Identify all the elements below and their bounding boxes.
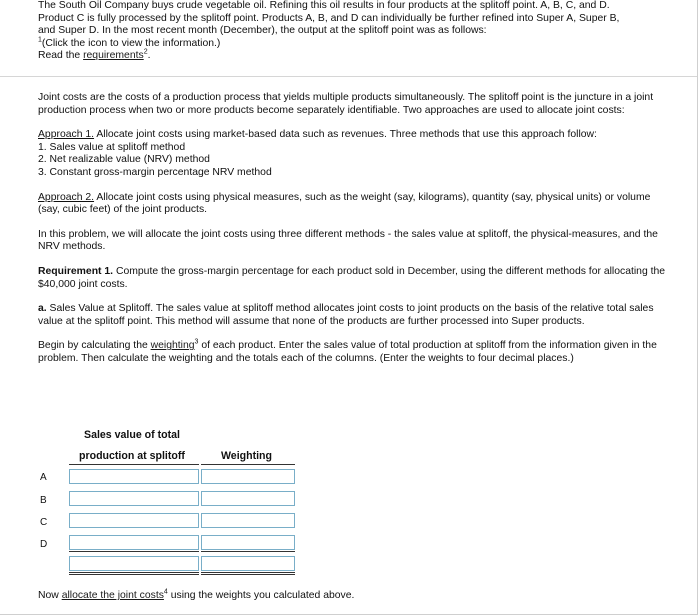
joint-costs-paragraph: Joint costs are the costs of a production process that yields multiple products simultaneously. The splitoff point is the juncture in a joint production process when two or more products become separately identifiable. Two approaches are used to allocate joint costs: [38, 92, 654, 116]
requirement-1-text: Compute the gross-margin percentage for each product sold in December, using the different methods for allocating the $40,000 joint costs. [38, 265, 666, 290]
col-weighting-header: Weighting [221, 450, 272, 462]
total-double-rule-sales [69, 572, 199, 575]
intro-line-2: Product C is fully processed by the splitoff point. Products A, B, and D can individually be further refined into Super A, Super B, [38, 12, 620, 24]
sales-value-input-d[interactable] [69, 535, 199, 550]
total-sales-input[interactable] [69, 556, 199, 571]
header-rule-sales [69, 464, 199, 465]
approach-1-label: Approach 1. [38, 129, 95, 141]
read-suffix: . [147, 50, 151, 62]
methods-list [38, 142, 666, 180]
intro-line-3: and Super D. In the most recent month (December), the output at the splitoff point was as follows: [38, 25, 487, 37]
weighting-input-c[interactable] [201, 513, 295, 528]
weighting-input-b[interactable] [201, 491, 295, 506]
approach-2-label: Approach 2. [38, 191, 95, 203]
col-sales-header-line-2: production at splitoff [79, 450, 185, 462]
weighting-link[interactable]: weighting [150, 340, 195, 352]
subtotal-rule-sales [69, 551, 199, 552]
row-label-d: D [40, 539, 48, 550]
part-a-text: Sales Value at Splitoff. The sales value at splitoff method allocates joint costs to joint products on the basis of the relative total sales value at the splitoff point. This method will assume that none of the products are further processed into Super products. [38, 303, 654, 327]
part-a-paragraph [38, 303, 666, 328]
weighting-sup: 3 [194, 338, 199, 346]
info-note-sup: 1 [38, 36, 42, 44]
requirements-link[interactable]: requirements [83, 50, 144, 62]
intro-line-1: The South Oil Company buys crude vegetable oil. Refining this oil results in four products at the splitoff point. A, B, C, and D. [38, 0, 610, 11]
explanation-section [38, 92, 666, 378]
section-divider [0, 76, 697, 77]
sales-value-input-c[interactable] [69, 513, 199, 528]
info-note-text: (Click the icon to view the information.) [41, 37, 221, 49]
allocate-joint-costs-link[interactable]: allocate the joint costs [61, 590, 164, 601]
total-double-rule-weighting [201, 572, 295, 575]
sales-value-input-b[interactable] [69, 491, 199, 506]
approach-2-text: Allocate joint costs using physical measures, such as the weight (say, kilograms), quantity (say, physical units) or volume (say, cubic feet) of the joint products. [38, 191, 651, 216]
col-sales-header-line-1: Sales value of total [84, 429, 180, 441]
footer-suffix: using the weights you calculated above. [167, 590, 355, 601]
part-a-label: a. [38, 303, 47, 315]
approach-2-paragraph [38, 192, 666, 217]
method-item: 1. Sales value at splitoff method [38, 141, 186, 153]
footer-instruction [38, 590, 638, 603]
row-label-b: B [40, 495, 47, 506]
read-requirements [38, 50, 678, 63]
weighting-input-a[interactable] [201, 469, 295, 484]
requirements-sup: 2 [143, 48, 148, 56]
allocate-sup: 4 [163, 588, 168, 596]
begin-prefix: Begin by calculating the [38, 340, 151, 352]
row-label-c: C [40, 517, 48, 528]
header-rule-weighting [201, 464, 295, 465]
row-label-a: A [40, 472, 47, 483]
subtotal-rule-weighting [201, 551, 295, 552]
weighting-input-d[interactable] [201, 535, 295, 550]
method-item: 3. Constant gross-margin percentage NRV method [38, 166, 272, 178]
requirement-1-label: Requirement 1. [38, 265, 114, 277]
begin-suffix: of each product. Enter the sales value of total production at splitoff from the information given in the problem. Then calculate the weighting and the totals each of the columns. (Enter the weights to four decimal places.) [38, 340, 657, 364]
approach-1-text: Allocate joint costs using market-based data such as revenues. Three methods that use this approach follow: [94, 129, 597, 141]
problem-intro [38, 0, 678, 63]
requirement-1-paragraph [38, 266, 666, 291]
approach-1-paragraph [38, 129, 666, 142]
method-item: 2. Net realizable value (NRV) method [38, 154, 210, 166]
problem-paragraph: In this problem, we will allocate the joint costs using three different methods - the sales value at splitoff, the physical-measures, and the NRV methods. [38, 228, 658, 253]
sales-value-input-a[interactable] [69, 469, 199, 484]
total-weighting-input[interactable] [201, 556, 295, 571]
info-note[interactable] [38, 38, 678, 51]
begin-paragraph [38, 340, 666, 365]
footer-prefix: Now [38, 590, 62, 601]
weighting-table [38, 427, 308, 577]
read-prefix: Read the [38, 50, 84, 62]
